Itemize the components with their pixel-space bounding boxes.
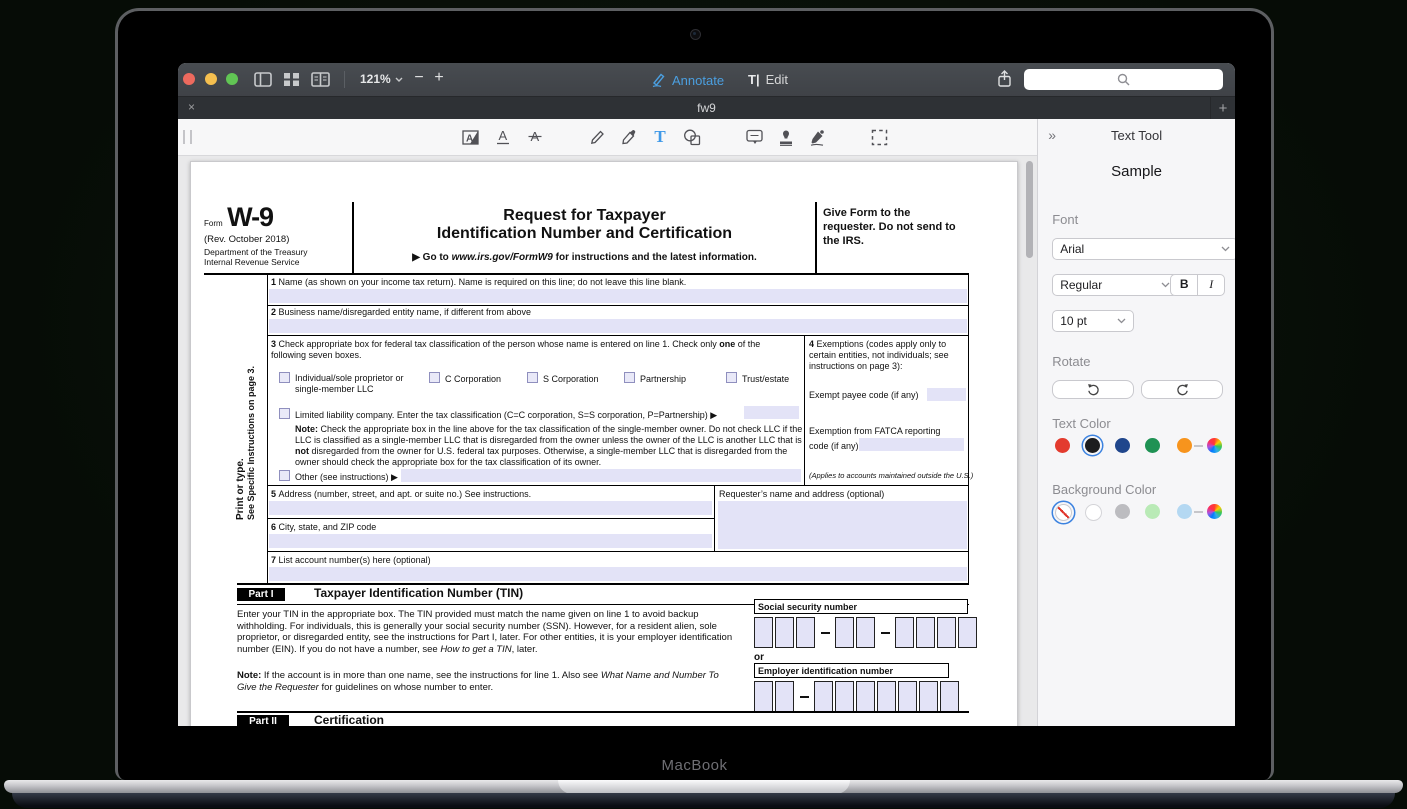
form-name: W-9	[227, 202, 274, 232]
ssn-digit-cell[interactable]	[958, 617, 977, 648]
italic-button[interactable]: I	[1209, 277, 1214, 291]
pencil-tool-icon[interactable]	[585, 127, 609, 147]
print-or-type-label: Print or type.	[235, 458, 246, 520]
form-word: Form	[204, 219, 223, 228]
part1-note: Note: If the account is in more than one name, see the instructions for line 1. Also see What Name and Number To Give the Requester for guidelines on whose number to enter.	[237, 670, 719, 693]
highlighter-tool-icon[interactable]	[616, 127, 640, 147]
see-instructions-label: See Specific Instructions on page 3.	[246, 365, 256, 520]
line6-label: City, state, and ZIP code	[278, 522, 377, 532]
text-color-green[interactable]	[1145, 438, 1160, 453]
margin-instructions	[235, 338, 256, 520]
text-color-red[interactable]	[1055, 438, 1070, 453]
annotate-label: Annotate	[672, 72, 725, 88]
checkbox-llc[interactable]	[279, 408, 290, 419]
ein-digit-cell[interactable]	[898, 681, 917, 712]
requester-label: Requester’s name and address (optional)	[719, 489, 885, 499]
bg-color-white[interactable]	[1085, 504, 1102, 521]
form-url: www.irs.gov/FormW9	[451, 252, 553, 263]
font-label: Font	[1052, 212, 1079, 227]
llc-note: Note: Check the appropriate box in the line above for the tax classification of the single-member owner. Do not check LLC if the LLC is classified as a single-member LLC that is disregarded from the owner unless the owner of the LLC is another LLC that is not disregarded from the owner for U.S. federal tax purposes. Otherwise, a single-member LLC that is disregarded from the owner should check the appropriate box for the tax classification of its owner.	[295, 424, 803, 467]
line3-label: 3 Check appropriate box for federal tax classification of the person whose name is entered on line 1. Check only one of the following seven boxes.	[271, 339, 761, 360]
llc-classification-field[interactable]	[744, 406, 799, 419]
ein-digit-cell[interactable]	[835, 681, 854, 712]
checkbox-partnership[interactable]	[624, 372, 635, 383]
ssn-digit-cell[interactable]	[754, 617, 773, 648]
ein-boxes[interactable]	[754, 681, 959, 712]
toolbar-separator	[344, 71, 345, 88]
form-dept1: Department of the Treasury	[204, 247, 308, 257]
rotate-cw-icon	[1176, 383, 1189, 396]
edit-label: Edit	[765, 72, 788, 87]
line2-label: Business name/disregarded entity name, if different from above	[278, 307, 532, 317]
macbook-thumb-notch	[558, 780, 850, 794]
requester-field[interactable]	[718, 501, 967, 549]
business-name-field[interactable]	[269, 319, 967, 333]
form-id-block	[204, 202, 352, 267]
checkbox-trust[interactable]	[726, 372, 737, 383]
font-size-value: 10 pt	[1060, 314, 1087, 328]
macbook-underside	[12, 793, 1395, 808]
macbook-logo: MacBook	[661, 757, 728, 774]
bg-color-green[interactable]	[1145, 504, 1160, 519]
part1-paragraph: Enter your TIN in the appropriate box. The TIN provided must match the name given on line 1 to avoid backup withholding. For individuals, this is generally your social security number (SSN). However, for a resident alien, sole proprietor, or disregarded entity, see the instructions for Part I, later. For other entities, it is your employer identification number (EIN). If you do not have a number, see How to get a TIN, later.	[237, 609, 733, 655]
zoom-window-button[interactable]	[226, 73, 238, 85]
chevron-down-icon	[395, 77, 403, 82]
bg-color-blue[interactable]	[1177, 504, 1192, 519]
font-style-value: Regular	[1060, 278, 1103, 292]
form-goto-line: ▶ Go to www.irs.gov/FormW9 for instructions and the latest information.	[412, 252, 757, 263]
tab-annotate[interactable]	[650, 72, 724, 88]
bg-color-none-selected[interactable]	[1055, 504, 1072, 521]
option-c-corp: C Corporation	[445, 374, 502, 384]
pdf-page: Form W-9 (Rev. October 2018) Department of the Treasury Internal Revenue Service Request for Taxpayer Identification Number and Certification ▶ Go to www.irs.gov/FormW9 for instructions and the latest information. Give Form to the requester. Do not send to the IRS. Print or type. See Specific Instructions on page 3. 1 Name (as shown on your income tax return). Name is required on this line; do not leave this line blank. 2 Business name/disregarded entity name, if different from above 3 Check appropriate box for federal tax classification of the person whose name is entered on line 1. Check only one of the following seven boxes. Individual/sole proprietor or single-member LLC C Corporation S Corporation Partnership Trust/estate Limited liability company. Enter the tax classification (C=C corporation, S=S corporation, P=Partnership) ▶ Note: Check the appropriate box in the line above for the tax classification of the single-member owner. Do not check LLC if the LLC is classified as a single-member LLC that is disregarded from the owner unless the owner of the LLC is another LLC that is not disregarded from the owner for U.S. federal tax purposes. Otherwise, a single-member LLC that is disregarded from the owner should check the appropriate box for the tax classification of its owner. Other (see instructions) ▶ 4 Exemptions (codes apply only to certain entities, not individuals; see instructions on page 3): Exempt payee code (if any) Exemption from FATCA reporting code (if any) (Applies to accounts maintained outside the U.S.) 5 Address (number, street, and apt. or suite no.) See instructions. Requester’s name and address (optional) 6 City, state, and ZIP code 7 List account number(s) here (optional) Part I Taxpayer Identification Number (TIN) Enter your TIN in the appropriate box. The TIN provided must match the name given on line 1 to avoid backup withholding. For individuals, this is generally your social security number (SSN). However, for a resident alien, sole proprietor, or disregarded entity, see the instructions for Part I, later. For other entities, it is your employer identification number (EIN). If you do not have a number, see How to get a TIN, later. Social security number or Employer identification number Note: If the account is in more than one name, see the instructions for line 1. Also see What Name and Number To Give the Requester for guidelines on whose number to enter. Part II Certification	[190, 161, 1018, 726]
webcam-icon	[690, 29, 701, 40]
swatch-separator	[1194, 445, 1203, 447]
font-size-select[interactable]	[1052, 310, 1134, 332]
ein-digit-cell[interactable]	[856, 681, 875, 712]
font-style-select[interactable]	[1052, 274, 1178, 296]
address-field[interactable]	[269, 501, 712, 515]
form-dept2: Internal Revenue Service	[204, 257, 300, 267]
exempt-payee-field[interactable]	[927, 388, 966, 401]
underline-tool-icon[interactable]	[491, 127, 515, 147]
text-tool-icon[interactable]: T	[654, 127, 666, 146]
stamp-tool-icon[interactable]	[774, 127, 798, 147]
checkbox-s-corp[interactable]	[527, 372, 538, 383]
signature-tool-icon[interactable]	[805, 127, 829, 147]
name-field[interactable]	[269, 289, 967, 303]
ein-digit-cell[interactable]	[940, 681, 959, 712]
applies-note: (Applies to accounts maintained outside the U.S.)	[809, 471, 974, 480]
fatca-label-1: Exemption from FATCA reporting	[809, 426, 941, 436]
line7-label: List account number(s) here (optional)	[278, 555, 431, 565]
highlight-text-tool-icon[interactable]	[459, 127, 483, 147]
ein-digit-cell[interactable]	[877, 681, 896, 712]
thumbnails-view-icon[interactable]	[281, 71, 301, 88]
ein-digit-cell[interactable]	[754, 681, 773, 712]
or-label: or	[754, 652, 764, 663]
tab-edit[interactable]	[748, 72, 788, 87]
rotate-label: Rotate	[1052, 354, 1091, 369]
zoom-out-button[interactable]: −	[414, 69, 424, 86]
other-field[interactable]	[401, 469, 801, 482]
zoom-in-button[interactable]: +	[434, 69, 444, 86]
annotate-pen-icon	[650, 72, 666, 88]
collapse-panel-icon[interactable]: »	[1048, 127, 1056, 143]
option-s-corp: S Corporation	[543, 374, 599, 384]
part2-badge: Part II	[237, 715, 289, 726]
ein-dash	[800, 696, 809, 698]
other-label: Other (see instructions) ▶	[295, 472, 398, 482]
edit-text-icon: T|	[748, 72, 760, 87]
form-title-block	[352, 202, 817, 273]
ssn-boxes[interactable]	[754, 617, 977, 648]
svg-text:A: A	[498, 128, 508, 143]
minimize-window-button[interactable]	[205, 73, 217, 85]
sample-preview: Sample	[1111, 163, 1163, 180]
fatca-label-2: code (if any)	[809, 441, 859, 451]
vertical-scrollbar[interactable]	[1026, 161, 1033, 258]
close-window-button[interactable]	[183, 73, 195, 85]
text-tool-panel	[1037, 119, 1235, 726]
ssn-digit-cell[interactable]	[916, 617, 935, 648]
background-color-label: Background Color	[1052, 482, 1157, 497]
comment-tool-icon[interactable]	[742, 127, 766, 147]
two-page-view-icon[interactable]	[310, 71, 330, 88]
ein-digit-cell[interactable]	[919, 681, 938, 712]
bg-color-gray[interactable]	[1115, 504, 1130, 519]
zoom-level-value: 121%	[360, 72, 391, 86]
ssn-digit-cell[interactable]	[835, 617, 854, 648]
bold-button[interactable]: B	[1171, 275, 1198, 295]
strikethrough-tool-icon[interactable]	[523, 127, 547, 147]
city-state-zip-field[interactable]	[269, 534, 712, 548]
bold-italic-segment	[1170, 274, 1225, 296]
chevron-down-icon	[1221, 246, 1230, 252]
form-rev: (Rev. October 2018)	[204, 234, 290, 245]
text-color-black-selected[interactable]	[1085, 438, 1100, 453]
search-input[interactable]	[1024, 69, 1223, 90]
rotate-cw-button[interactable]	[1141, 380, 1223, 399]
text-color-label: Text Color	[1052, 416, 1111, 431]
swatch-separator	[1194, 511, 1203, 513]
ein-digit-cell[interactable]	[775, 681, 794, 712]
part1-title: Taxpayer Identification Number (TIN)	[314, 586, 524, 600]
ssn-dash	[821, 632, 830, 634]
line1-label: Name (as shown on your income tax return). Name is required on this line; do not leave this line blank.	[278, 277, 687, 287]
rotate-ccw-icon	[1087, 383, 1100, 396]
annotation-toolbar	[178, 119, 1037, 156]
font-family-value: Arial	[1060, 242, 1085, 256]
bg-color-custom-wheel[interactable]	[1207, 504, 1222, 519]
chevron-down-icon	[1117, 318, 1126, 324]
fatca-code-field[interactable]	[859, 438, 964, 451]
ssn-digit-cell[interactable]	[796, 617, 815, 648]
svg-text:A: A	[530, 129, 540, 144]
document-tab-bar	[178, 96, 1235, 119]
select-region-tool-icon[interactable]	[867, 127, 891, 147]
part1-badge: Part I	[237, 588, 285, 601]
share-icon[interactable]	[997, 70, 1012, 93]
document-area[interactable]	[178, 156, 1037, 726]
panel-title: Text Tool	[1111, 128, 1163, 143]
chevron-down-icon	[1161, 282, 1170, 288]
app-toolbar	[178, 63, 1235, 96]
llc-label: Limited liability company. Enter the tax classification (C=C corporation, S=S corporation, P=Partnership) ▶	[295, 410, 718, 420]
font-family-select[interactable]	[1052, 238, 1235, 260]
ssn-dash	[881, 632, 890, 634]
form-title-1: Request for Taxpayer	[503, 207, 666, 224]
option-individual: Individual/sole proprietor or single-member LLC	[295, 373, 404, 394]
rotate-ccw-button[interactable]	[1052, 380, 1134, 399]
zoom-level-dropdown[interactable]	[360, 72, 403, 86]
checkbox-other[interactable]	[279, 470, 290, 481]
option-trust: Trust/estate	[742, 374, 790, 384]
text-color-blue[interactable]	[1115, 438, 1130, 453]
tab-close-icon[interactable]: ×	[188, 100, 196, 114]
ssn-digit-cell[interactable]	[775, 617, 794, 648]
text-color-custom-wheel[interactable]	[1207, 438, 1222, 453]
line5-label: Address (number, street, and apt. or suite no.) See instructions.	[278, 489, 532, 499]
ssn-digit-cell[interactable]	[937, 617, 956, 648]
search-icon	[1117, 73, 1130, 86]
toolbar-drag-handle[interactable]	[183, 130, 192, 144]
line4-label: 4 Exemptions (codes apply only to certain entities, not individuals; see instructions on page 3):	[809, 339, 949, 371]
sidebar-view-icon[interactable]	[253, 71, 273, 88]
ein-digit-cell[interactable]	[814, 681, 833, 712]
option-partnership: Partnership	[640, 374, 687, 384]
ein-label-box: Employer identification number	[754, 663, 949, 678]
macbook-screen	[115, 8, 1274, 780]
form-title-2: Identification Number and Certification	[436, 225, 733, 242]
give-form-note: Give Form to the requester. Do not send to the IRS.	[823, 207, 956, 247]
text-color-orange[interactable]	[1177, 438, 1192, 453]
ssn-digit-cell[interactable]	[895, 617, 914, 648]
checkbox-individual[interactable]	[279, 372, 290, 383]
ssn-label-box: Social security number	[754, 599, 968, 614]
shapes-tool-icon[interactable]	[680, 127, 704, 147]
svg-text:A: A	[466, 133, 474, 144]
pdf-app-window	[178, 63, 1235, 726]
checkbox-c-corp[interactable]	[429, 372, 440, 383]
document-tab-title[interactable]: fw9	[697, 101, 716, 115]
part2-title: Certification	[314, 713, 385, 726]
exempt-payee-label: Exempt payee code (if any)	[809, 390, 919, 400]
ssn-digit-cell[interactable]	[856, 617, 875, 648]
account-numbers-field[interactable]	[269, 567, 967, 581]
new-tab-button[interactable]: +	[1210, 97, 1235, 119]
macbook-base	[0, 780, 1407, 809]
